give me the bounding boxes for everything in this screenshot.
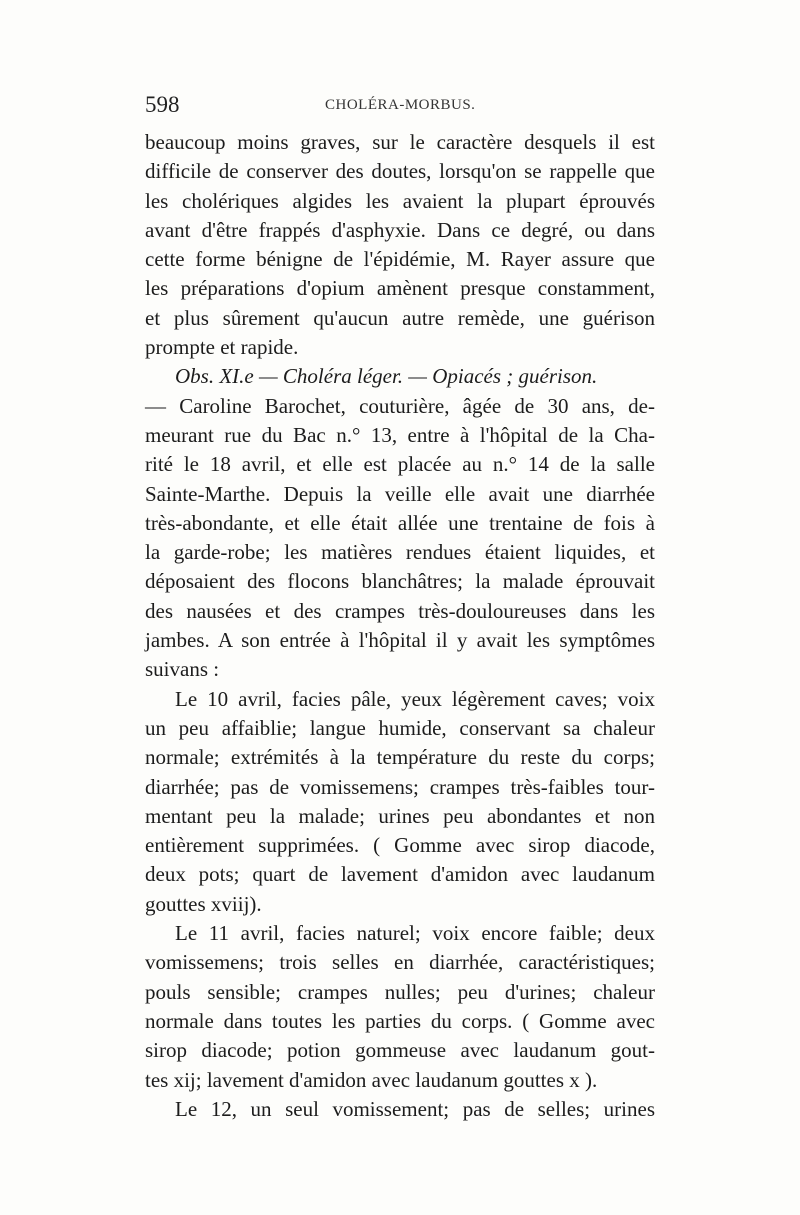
text-line: sirop diacode; potion gommeuse avec laudanum gout- — [145, 1038, 655, 1063]
text-line: pouls sensible; crampes nulles; peu d'urines; chaleur — [145, 979, 655, 1004]
text-line: gouttes xviij). — [145, 891, 262, 916]
page-header — [145, 92, 665, 120]
running-title: CHOLÉRA-MORBUS. — [325, 97, 476, 113]
text-line: cette forme bénigne de l'épidémie, M. Rayer assure que — [145, 247, 655, 272]
text-line: très-abondante, et elle était allée une trentaine de fois à — [145, 510, 655, 535]
text-line: Obs. XI.e — Choléra léger. — Opiacés ; guérison. — [175, 364, 598, 389]
text-line: rité le 18 avril, et elle est placée au n.° 14 de la salle — [145, 452, 655, 477]
text-line: beaucoup moins graves, sur le caractère desquels il est — [145, 130, 655, 154]
text-line: mentant peu la malade; urines peu abondantes et non — [145, 803, 655, 828]
text-line: et plus sûrement qu'aucun autre remède, une guérison — [145, 305, 655, 330]
text-line: normale; extrémités à la température du reste du corps; — [145, 745, 655, 770]
text-line: deux pots; quart de lavement d'amidon avec laudanum — [145, 862, 655, 887]
page-number: 598 — [145, 92, 180, 117]
text-line: Le 11 avril, facies naturel; voix encore faible; deux — [175, 921, 655, 946]
text-line: meurant rue du Bac n.° 13, entre à l'hôpital de la Cha- — [145, 422, 655, 447]
text-line: les cholériques algides les avaient la plupart éprouvés — [145, 188, 655, 213]
text-line: entièrement supprimées. ( Gomme avec sirop diacode, — [145, 833, 655, 858]
text-line: difficile de conserver des doutes, lorsqu'on se rappelle que — [145, 159, 655, 184]
text-line: vomissemens; trois selles en diarrhée, caractéristiques; — [145, 950, 655, 975]
text-line: tes xij; lavement d'amidon avec laudanum gouttes x ). — [145, 1067, 598, 1092]
text-line: des nausées et des crampes très-douloureuses dans les — [145, 598, 655, 623]
text-line: suivans : — [145, 657, 220, 682]
text-line: Le 12, un seul vomissement; pas de selles; urines — [175, 1096, 655, 1121]
body-text — [145, 128, 655, 1124]
text-line: prompte et rapide. — [145, 335, 299, 360]
text-line: diarrhée; pas de vomissemens; crampes très-faibles tour- — [145, 774, 655, 799]
text-line: avant d'être frappés d'asphyxie. Dans ce degré, ou dans — [145, 217, 655, 242]
text-line: Le 10 avril, facies pâle, yeux légèrement caves; voix — [175, 686, 655, 711]
text-line: — Caroline Barochet, couturière, âgée de 30 ans, de- — [145, 393, 655, 418]
text-line: Sainte-Marthe. Depuis la veille elle avait une diarrhée — [145, 481, 655, 506]
text-line: jambes. A son entrée à l'hôpital il y avait les symptômes — [145, 628, 655, 653]
text-line: normale dans toutes les parties du corps. ( Gomme avec — [145, 1008, 655, 1033]
text-line: un peu affaiblie; langue humide, conservant sa chaleur — [145, 715, 655, 740]
text-line: la garde-robe; les matières rendues étaient liquides, et — [145, 540, 655, 565]
text-line: déposaient des flocons blanchâtres; la malade éprouvait — [145, 569, 655, 594]
text-line: les préparations d'opium amènent presque constamment, — [145, 276, 655, 301]
